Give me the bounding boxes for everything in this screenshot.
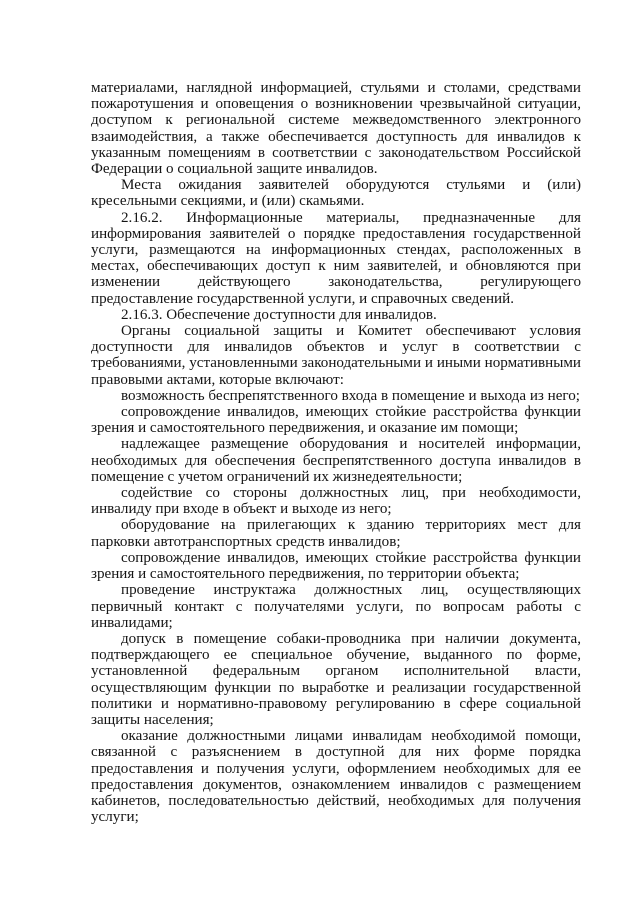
list-item-equipment-placement: надлежащее размещение оборудования и носителей информации, необходимых для обеспечения беспрепятственного доступа инвалидов в помещение с учетом ограничений их жизнедеятельности; (91, 436, 581, 485)
list-item-staff-assistance: содействие со стороны должностных лиц, при необходимости, инвалиду при входе в объект и выходе из него; (91, 485, 581, 518)
list-item-escort-assistance: сопровождение инвалидов, имеющих стойкие расстройства функции зрения и самостоятельного передвижения, и оказание им помощи; (91, 404, 581, 437)
paragraph-2-16-2: 2.16.2. Информационные материалы, предназначенные для информирования заявителей о порядке предоставления государственной услуги, размещаются на информационных стендах, расположенных в местах, обеспечивающих доступ к ним заявителей, и обновляются при изменении действующего законодательства, регулирующего предоставление государственной услуги, и справочных сведений. (91, 209, 581, 307)
paragraph-waiting-places: Места ожидания заявителей оборудуются стульями и (или) кресельными секциями, и (или) скамьями. (91, 177, 581, 210)
list-item-guide-dog: допуск в помещение собаки-проводника при наличии документа, подтверждающего ее специальное обучение, выданного по форме, установленной федеральным органом исполнительной власти, осуществляющим функции по выработке и реализации государственной политики и нормативно-правовому регулированию в сфере социальной защиты населения; (91, 630, 581, 728)
paragraph-accessibility-conditions: Органы социальной защиты и Комитет обеспечивают условия доступности для инвалидов объектов и услуг в соответствии с требованиями, установленными законодательными и иными нормативными правовыми актами, которые включают: (91, 323, 581, 388)
paragraph-continuation: материалами, наглядной информацией, стульями и столами, средствами пожаротушения и оповещения о возникновении чрезвычайной ситуации, доступом к региональной системе межведомственного электронного взаимодействия, а также обеспечивается доступность для инвалидов к указанным помещениям в соответствии с законодательством Российской Федерации о социальной защите инвалидов. (91, 80, 581, 178)
list-item-parking: оборудование на прилегающих к зданию территориях мест для парковки автотранспортных средств инвалидов; (91, 517, 581, 550)
paragraph-2-16-3-heading: 2.16.3. Обеспечение доступности для инвалидов. (121, 306, 437, 323)
list-item-staff-help: оказание должностными лицами инвалидам необходимой помощи, связанной с разъяснением в доступной для них форме порядка предоставления и получения услуги, оформлением необходимых для ее предоставления документов, ознакомлением инвалидов с размещением кабинетов, последовательностью действий, необходимых для получения услуги; (91, 728, 581, 826)
list-item-entry-exit: возможность беспрепятственного входа в помещение и выхода из него; (121, 387, 580, 404)
list-item-staff-briefing: проведение инструктажа должностных лиц, осуществляющих первичный контакт с получателями услуги, по вопросам работы с инвалидами; (91, 582, 581, 631)
document-body (91, 80, 581, 825)
list-item-escort-territory: сопровождение инвалидов, имеющих стойкие расстройства функции зрения и самостоятельного передвижения, по территории объекта; (91, 549, 581, 583)
